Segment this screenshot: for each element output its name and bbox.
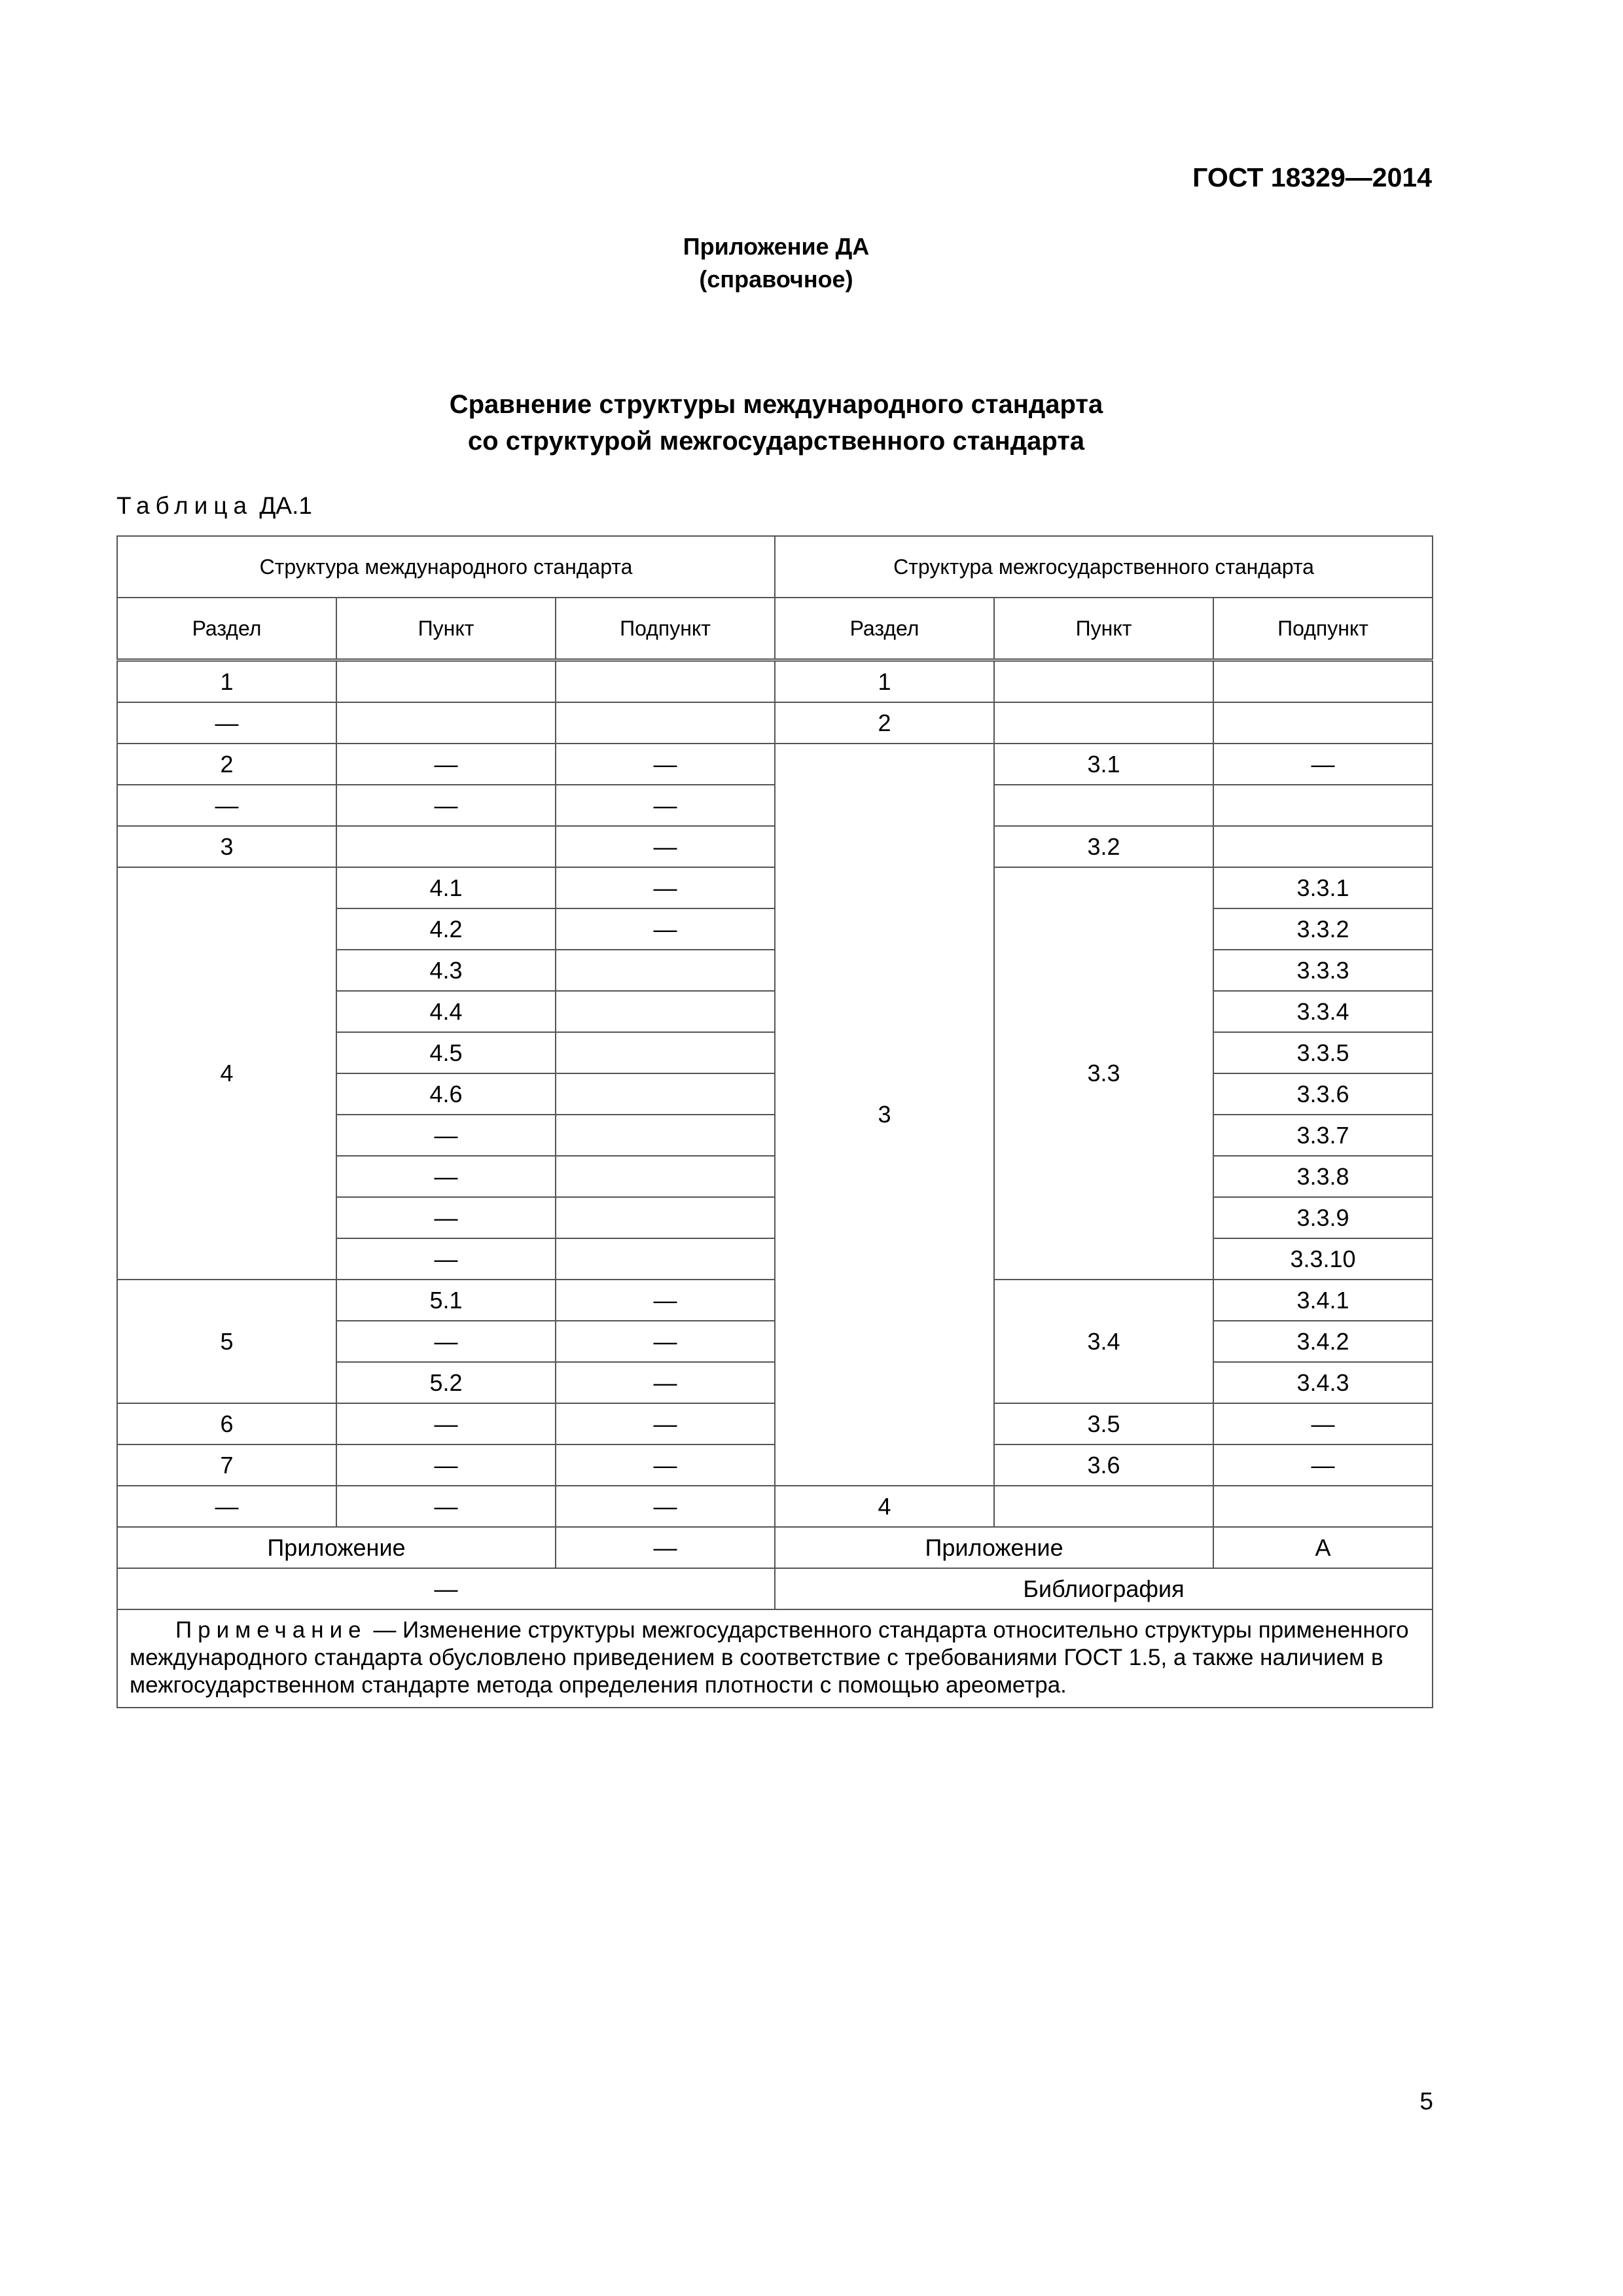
int-annex-subclause-cell: —	[556, 1527, 775, 1568]
col-header-ist-clause: Пункт	[994, 598, 1213, 660]
int-clause-cell: —	[336, 1156, 556, 1197]
int-clause-cell	[336, 702, 556, 744]
ist-clause-3-4-merged-cell: 3.4	[994, 1280, 1213, 1403]
ist-subclause-cell: 3.3.4	[1213, 991, 1433, 1032]
table-caption-number: ДА.1	[259, 492, 312, 519]
int-section-4-merged-cell: 4	[117, 867, 336, 1280]
int-subclause-cell: —	[556, 1321, 775, 1362]
int-subclause-cell: —	[556, 908, 775, 950]
page-title	[0, 386, 1552, 459]
int-subclause-cell	[556, 991, 775, 1032]
int-subclause-cell: —	[556, 744, 775, 785]
table-row	[117, 1486, 1433, 1527]
int-clause-cell: —	[336, 1321, 556, 1362]
ist-clause-cell: 3.2	[994, 826, 1213, 867]
int-subclause-cell: —	[556, 867, 775, 908]
int-section-cell: 7	[117, 1444, 336, 1486]
column-header-row	[117, 598, 1433, 660]
int-subclause-cell: —	[556, 1362, 775, 1403]
table-caption	[116, 492, 312, 520]
int-subclause-cell	[556, 1032, 775, 1073]
ist-clause-cell: 3.5	[994, 1403, 1213, 1444]
int-subclause-cell	[556, 1197, 775, 1238]
int-section-cell: 1	[117, 660, 336, 703]
table-row-bibliography	[117, 1568, 1433, 1609]
ist-subclause-cell	[1213, 785, 1433, 826]
int-subclause-cell	[556, 660, 775, 703]
int-subclause-cell: —	[556, 1280, 775, 1321]
int-clause-cell: 4.6	[336, 1073, 556, 1115]
ist-subclause-cell: 3.3.9	[1213, 1197, 1433, 1238]
int-clause-cell: 4.3	[336, 950, 556, 991]
int-annex-cell: Приложение	[117, 1527, 556, 1568]
appendix-title: Приложение ДА	[683, 233, 870, 260]
table-row	[117, 660, 1433, 703]
int-clause-cell: 4.2	[336, 908, 556, 950]
int-subclause-cell	[556, 950, 775, 991]
table-note	[117, 1609, 1433, 1708]
appendix-heading	[0, 230, 1552, 296]
int-clause-cell: —	[336, 785, 556, 826]
ist-section-cell: 2	[775, 702, 994, 744]
ist-clause-cell: 3.1	[994, 744, 1213, 785]
ist-clause-cell	[994, 785, 1213, 826]
col-header-int-section: Раздел	[117, 598, 336, 660]
int-subclause-cell	[556, 1238, 775, 1280]
ist-section-cell: 4	[775, 1486, 994, 1527]
ist-subclause-cell: 3.3.8	[1213, 1156, 1433, 1197]
note-label: Примечание	[175, 1617, 367, 1643]
ist-subclause-cell: 3.3.3	[1213, 950, 1433, 991]
ist-subclause-cell	[1213, 826, 1433, 867]
int-bibliography-cell: —	[117, 1568, 775, 1609]
ist-subclause-cell: —	[1213, 1444, 1433, 1486]
ist-subclause-cell: 3.3.5	[1213, 1032, 1433, 1073]
int-subclause-cell	[556, 1156, 775, 1197]
ist-subclause-cell: 3.3.6	[1213, 1073, 1433, 1115]
int-section-cell: —	[117, 1486, 336, 1527]
int-clause-cell: 4.4	[336, 991, 556, 1032]
ist-subclause-cell: 3.3.7	[1213, 1115, 1433, 1156]
int-subclause-cell	[556, 1073, 775, 1115]
int-subclause-cell: —	[556, 1486, 775, 1527]
table-row	[117, 744, 1433, 785]
col-header-int-subclause: Подпункт	[556, 598, 775, 660]
ist-subclause-cell: 3.3.2	[1213, 908, 1433, 950]
ist-clause-cell: 3.6	[994, 1444, 1213, 1486]
int-clause-cell: —	[336, 1238, 556, 1280]
int-subclause-cell	[556, 1115, 775, 1156]
ist-section-cell: 1	[775, 660, 994, 703]
header-interstate-structure: Структура межгосударственного стандарта	[775, 536, 1433, 598]
int-clause-cell: —	[336, 1486, 556, 1527]
col-header-ist-subclause: Подпункт	[1213, 598, 1433, 660]
ist-bibliography-cell: Библиография	[775, 1568, 1433, 1609]
int-clause-cell	[336, 826, 556, 867]
int-clause-cell: 5.1	[336, 1280, 556, 1321]
int-clause-cell: 5.2	[336, 1362, 556, 1403]
ist-annex-subclause-cell: А	[1213, 1527, 1433, 1568]
int-section-cell: —	[117, 702, 336, 744]
group-header-row	[117, 536, 1433, 598]
appendix-kind: (справочное)	[699, 266, 853, 293]
ist-subclause-cell: 3.4.1	[1213, 1280, 1433, 1321]
int-subclause-cell: —	[556, 1403, 775, 1444]
note-text: — Изменение структуры межгосударственного стандарта относительно структуры примененного международного стандарта обусловлено приведением в соответствие с требованиями ГОСТ 1.5, а также наличием в межгосударственном стандарте метода определения плотности с помощью ареометра.	[130, 1617, 1409, 1698]
int-clause-cell	[336, 660, 556, 703]
int-subclause-cell: —	[556, 826, 775, 867]
int-subclause-cell: —	[556, 1444, 775, 1486]
ist-subclause-cell: —	[1213, 744, 1433, 785]
int-clause-cell: —	[336, 1444, 556, 1486]
int-clause-cell: —	[336, 1403, 556, 1444]
ist-subclause-cell	[1213, 660, 1433, 703]
ist-clause-cell	[994, 1486, 1213, 1527]
ist-subclause-cell: 3.4.2	[1213, 1321, 1433, 1362]
col-header-int-clause: Пункт	[336, 598, 556, 660]
title-line-2: со структурой межгосударственного стандарта	[467, 427, 1085, 456]
ist-section-3-merged-cell: 3	[775, 744, 994, 1486]
ist-clause-3-3-merged-cell: 3.3	[994, 867, 1213, 1280]
int-section-cell: 2	[117, 744, 336, 785]
int-clause-cell: —	[336, 1115, 556, 1156]
int-clause-cell: 4.1	[336, 867, 556, 908]
int-clause-cell: —	[336, 1197, 556, 1238]
comparison-table	[116, 535, 1433, 1708]
header-international-structure: Структура международного стандарта	[117, 536, 775, 598]
table-caption-word: Таблица	[116, 492, 253, 519]
int-subclause-cell: —	[556, 785, 775, 826]
document-code: ГОСТ 18329—2014	[1192, 162, 1432, 192]
int-section-cell: 3	[117, 826, 336, 867]
ist-subclause-cell: 3.3.10	[1213, 1238, 1433, 1280]
int-section-5-merged-cell: 5	[117, 1280, 336, 1403]
page-number: 5	[1419, 2088, 1433, 2115]
table-row	[117, 702, 1433, 744]
int-subclause-cell	[556, 702, 775, 744]
int-clause-cell: —	[336, 744, 556, 785]
table-note-row	[117, 1609, 1433, 1708]
int-section-cell: —	[117, 785, 336, 826]
ist-annex-cell: Приложение	[775, 1527, 1213, 1568]
ist-clause-cell	[994, 702, 1213, 744]
ist-subclause-cell	[1213, 702, 1433, 744]
col-header-ist-section: Раздел	[775, 598, 994, 660]
ist-subclause-cell: —	[1213, 1403, 1433, 1444]
ist-clause-cell	[994, 660, 1213, 703]
ist-subclause-cell: 3.4.3	[1213, 1362, 1433, 1403]
table-row-annex	[117, 1527, 1433, 1568]
title-line-1: Сравнение структуры международного стандарта	[449, 390, 1103, 419]
int-section-cell: 6	[117, 1403, 336, 1444]
ist-subclause-cell: 3.3.1	[1213, 867, 1433, 908]
int-clause-cell: 4.5	[336, 1032, 556, 1073]
ist-subclause-cell	[1213, 1486, 1433, 1527]
